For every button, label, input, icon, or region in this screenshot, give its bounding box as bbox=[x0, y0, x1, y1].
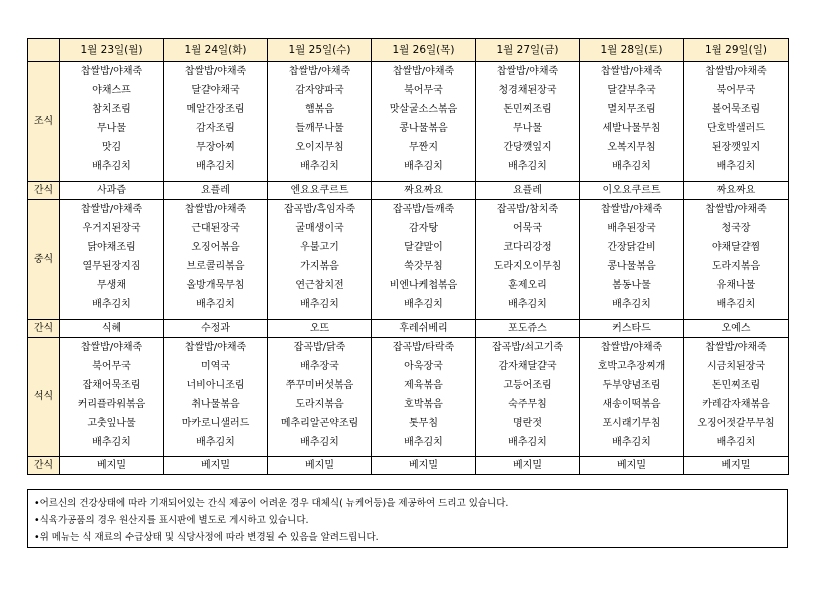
menu-item: 간당깻잎지 bbox=[503, 142, 552, 153]
menu-item: 잡곡밥/참치죽 bbox=[496, 204, 559, 215]
dinner-day-cell bbox=[268, 338, 372, 457]
menu-item: 달걀야채국 bbox=[191, 85, 240, 96]
menu-item: 달걀말이 bbox=[404, 242, 443, 253]
snack-cell: 베지밀 bbox=[580, 457, 684, 475]
menu-item: 찹쌀밥/야채죽 bbox=[80, 204, 143, 215]
snack-night-row bbox=[28, 457, 789, 475]
menu-item: 잡곡밥/들깨죽 bbox=[392, 204, 455, 215]
menu-item: 찹쌀밥/야채죽 bbox=[705, 342, 767, 353]
weekly-meal-table bbox=[27, 38, 789, 475]
snack-cell: 이오요쿠르트 bbox=[580, 182, 684, 200]
menu-item: 우거지된장국 bbox=[82, 223, 141, 234]
breakfast-row bbox=[28, 62, 789, 182]
menu-item: 호박볶음 bbox=[404, 399, 443, 410]
menu-item: 간장닭갈비 bbox=[607, 242, 656, 253]
menu-item: 코다리강정 bbox=[503, 242, 552, 253]
snack-cell: 커스타드 bbox=[580, 320, 684, 338]
menu-item: 도라지볶음 bbox=[295, 399, 344, 410]
menu-item: 취나물볶음 bbox=[191, 399, 240, 410]
date-header: 1월 29일(일) bbox=[684, 39, 789, 62]
menu-item: 청국장 bbox=[721, 223, 751, 234]
breakfast-day-cell bbox=[372, 62, 476, 182]
menu-item: 북어무국 bbox=[716, 85, 756, 96]
date-header-row bbox=[28, 39, 789, 62]
date-header: 1월 27일(금) bbox=[476, 39, 580, 62]
snack-cell: 포도쥬스 bbox=[476, 320, 580, 338]
menu-item: 굴매생이국 bbox=[295, 223, 344, 234]
menu-item: 감자채달걀국 bbox=[498, 361, 557, 372]
menu-item: 콩나물볶음 bbox=[399, 123, 448, 134]
menu-item: 맛김 bbox=[101, 142, 122, 153]
menu-item: 무나물 bbox=[513, 123, 542, 134]
menu-item: 새송이떡볶음 bbox=[602, 399, 661, 410]
menu-item: 어묵국 bbox=[513, 223, 542, 234]
menu-item: 볼어묵조림 bbox=[711, 104, 761, 115]
date-header: 1월 23일(월) bbox=[60, 39, 164, 62]
lunch-day-cell bbox=[684, 200, 789, 320]
menu-item: 된장깻잎지 bbox=[711, 142, 761, 153]
menu-item: 봄동나물 bbox=[612, 280, 651, 291]
lunch-day-cell bbox=[268, 200, 372, 320]
menu-item: 찹쌀밥/야채죽 bbox=[705, 66, 767, 77]
menu-item: 배추김치 bbox=[612, 299, 651, 310]
breakfast-day-cell bbox=[684, 62, 789, 182]
breakfast-day-cell bbox=[164, 62, 268, 182]
menu-item: 오이지무침 bbox=[295, 142, 344, 153]
menu-item: 배추김치 bbox=[508, 299, 547, 310]
lunch-day-cell bbox=[164, 200, 268, 320]
menu-item: 무생채 bbox=[97, 280, 126, 291]
menu-item: 오징어젓갈무무침 bbox=[697, 418, 775, 429]
menu-item: 오징어볶음 bbox=[191, 242, 240, 253]
lunch-row bbox=[28, 200, 789, 320]
snack-cell: 베지밀 bbox=[268, 457, 372, 475]
menu-item: 메추리알곤약조림 bbox=[280, 418, 359, 429]
menu-item: 포시래기무침 bbox=[602, 418, 661, 429]
menu-item: 세발나물무침 bbox=[602, 123, 661, 134]
menu-item: 찹쌀밥/야채죽 bbox=[705, 204, 767, 215]
snack-pm-label: 간식 bbox=[28, 320, 60, 338]
notes-box bbox=[27, 489, 788, 548]
menu-item: 쑥갓무침 bbox=[404, 261, 443, 272]
snack-cell: 짜요짜요 bbox=[372, 182, 476, 200]
menu-item: 배추김치 bbox=[92, 437, 131, 448]
menu-item: 고춧잎나물 bbox=[87, 418, 136, 429]
snack-cell: 베지밀 bbox=[684, 457, 789, 475]
menu-item: 연근참치전 bbox=[295, 280, 344, 291]
menu-item: 우불고기 bbox=[300, 242, 339, 253]
menu-item: 훈제오리 bbox=[508, 280, 547, 291]
menu-item: 무짠지 bbox=[409, 142, 438, 153]
menu-item: 마카로니샐러드 bbox=[181, 418, 250, 429]
breakfast-day-cell bbox=[580, 62, 684, 182]
menu-item: 찹쌀밥/야채죽 bbox=[288, 66, 351, 77]
snack-cell: 베지밀 bbox=[60, 457, 164, 475]
menu-item: 너비아니조림 bbox=[186, 380, 245, 391]
menu-item: 참치조림 bbox=[92, 104, 131, 115]
menu-item: 도라지볶음 bbox=[711, 261, 761, 272]
note-line: •식육가공품의 경우 원산지를 표시판에 별도로 게시하고 있습니다. bbox=[34, 515, 309, 526]
dinner-day-cell bbox=[684, 338, 789, 457]
snack-cell: 요플레 bbox=[164, 182, 268, 200]
menu-item: 배추김치 bbox=[612, 161, 651, 172]
menu-item: 브로콜리볶음 bbox=[186, 261, 245, 272]
menu-item: 찹쌀밥/야채죽 bbox=[80, 342, 143, 353]
menu-item: 찹쌀밥/야채죽 bbox=[392, 66, 455, 77]
menu-item: 맛살굴소스볶음 bbox=[389, 104, 458, 115]
menu-item: 아욱장국 bbox=[404, 361, 443, 372]
menu-item: 배추김치 bbox=[716, 161, 756, 172]
dinner-day-cell bbox=[164, 338, 268, 457]
menu-item: 톳무침 bbox=[409, 418, 438, 429]
snack-cell: 오뜨 bbox=[268, 320, 372, 338]
menu-item: 배추김치 bbox=[196, 299, 235, 310]
date-header: 1월 24일(화) bbox=[164, 39, 268, 62]
menu-item: 비엔나케첩볶음 bbox=[389, 280, 458, 291]
note-line: •위 메뉴는 식 재료의 수급상태 및 식당사정에 따라 변경될 수 있음을 알려드립니다. bbox=[34, 532, 379, 543]
lunch-day-cell bbox=[580, 200, 684, 320]
date-header: 1월 26일(목) bbox=[372, 39, 476, 62]
menu-item: 제육볶음 bbox=[404, 380, 443, 391]
snack-cell: 짜요짜요 bbox=[684, 182, 789, 200]
menu-item: 배추장국 bbox=[300, 361, 339, 372]
date-header: 1월 28일(토) bbox=[580, 39, 684, 62]
breakfast-day-cell bbox=[268, 62, 372, 182]
menu-item: 열무된장지짐 bbox=[82, 261, 141, 272]
menu-item: 배추김치 bbox=[300, 437, 339, 448]
menu-item: 콩나물볶음 bbox=[607, 261, 656, 272]
lunch-day-cell bbox=[60, 200, 164, 320]
menu-item: 감자조림 bbox=[196, 123, 235, 134]
breakfast-label: 조식 bbox=[28, 62, 60, 182]
menu-item: 잡곡밥/흑임자죽 bbox=[284, 204, 355, 215]
date-header: 1월 25일(수) bbox=[268, 39, 372, 62]
menu-item: 찹쌀밥/야채죽 bbox=[184, 66, 247, 77]
menu-item: 무장아찌 bbox=[196, 142, 235, 153]
menu-item: 배추김치 bbox=[300, 299, 339, 310]
snack-cell: 후레쉬베리 bbox=[372, 320, 476, 338]
menu-item: 감자양파국 bbox=[295, 85, 344, 96]
menu-item: 근대된장국 bbox=[191, 223, 240, 234]
menu-item: 야채스프 bbox=[92, 85, 131, 96]
menu-item: 배추김치 bbox=[92, 299, 131, 310]
menu-item: 오복지무침 bbox=[607, 142, 656, 153]
menu-item: 찹쌀밥/야채죽 bbox=[600, 66, 663, 77]
menu-item: 고등어조림 bbox=[503, 380, 552, 391]
menu-item: 가지볶음 bbox=[300, 261, 339, 272]
snack-cell: 수정과 bbox=[164, 320, 268, 338]
menu-item: 햄볶음 bbox=[305, 104, 334, 115]
menu-item: 유채나물 bbox=[716, 280, 756, 291]
menu-item: 달걀부추국 bbox=[607, 85, 656, 96]
menu-item: 돈민찌조림 bbox=[711, 380, 761, 391]
menu-item: 야채달걀찜 bbox=[711, 242, 761, 253]
menu-item: 배추된장국 bbox=[607, 223, 656, 234]
menu-item: 배추김치 bbox=[404, 299, 443, 310]
dinner-day-cell bbox=[580, 338, 684, 457]
menu-item: 배추김치 bbox=[508, 161, 547, 172]
menu-item: 단호박샐러드 bbox=[707, 123, 765, 134]
menu-item: 도라지오이무침 bbox=[493, 261, 562, 272]
snack-cell: 베지밀 bbox=[164, 457, 268, 475]
menu-item: 찹쌀밥/야채죽 bbox=[600, 342, 663, 353]
menu-item: 메알간장조림 bbox=[186, 104, 245, 115]
menu-item: 잡곡밥/쇠고기죽 bbox=[492, 342, 563, 353]
menu-item: 커리플라워볶음 bbox=[77, 399, 146, 410]
menu-item: 올방개묵무침 bbox=[186, 280, 245, 291]
menu-item: 돈민찌조림 bbox=[503, 104, 552, 115]
menu-item: 들깨무나물 bbox=[295, 123, 344, 134]
menu-item: 배추김치 bbox=[92, 161, 131, 172]
menu-item: 배추김치 bbox=[716, 299, 756, 310]
menu-item: 찹쌀밥/야채죽 bbox=[496, 66, 559, 77]
menu-item: 호박고추장찌개 bbox=[597, 361, 666, 372]
menu-item: 찹쌀밥/야채죽 bbox=[184, 204, 247, 215]
menu-item: 닭야채조림 bbox=[87, 242, 136, 253]
menu-item: 배추김치 bbox=[612, 437, 651, 448]
menu-item: 잡채어묵조림 bbox=[82, 380, 141, 391]
menu-item: 두부양념조림 bbox=[602, 380, 661, 391]
menu-item: 잡곡밥/닭죽 bbox=[293, 342, 346, 353]
menu-item: 멸치무조림 bbox=[607, 104, 656, 115]
menu-item: 배추김치 bbox=[508, 437, 547, 448]
menu-item: 배추김치 bbox=[404, 437, 443, 448]
menu-item: 카레감자채볶음 bbox=[702, 399, 770, 410]
snack-cell: 오예스 bbox=[684, 320, 789, 338]
snack-cell: 요플레 bbox=[476, 182, 580, 200]
menu-item: 시금치된장국 bbox=[707, 361, 765, 372]
snack-cell: 엔요요쿠르트 bbox=[268, 182, 372, 200]
snack-night-label: 간식 bbox=[28, 457, 60, 475]
menu-item: 배추김치 bbox=[196, 161, 235, 172]
snack-cell: 사과즙 bbox=[60, 182, 164, 200]
menu-item: 찹쌀밥/야채죽 bbox=[600, 204, 663, 215]
lunch-label: 중식 bbox=[28, 200, 60, 320]
snack-am-row bbox=[28, 182, 789, 200]
menu-item: 배추김치 bbox=[196, 437, 235, 448]
menu-item: 찹쌀밥/야채죽 bbox=[184, 342, 247, 353]
snack-am-label: 간식 bbox=[28, 182, 60, 200]
lunch-day-cell bbox=[372, 200, 476, 320]
menu-item: 배추김치 bbox=[716, 437, 756, 448]
note-line: •어르신의 건강상태에 따라 기재되어있는 간식 제공이 어려운 경우 대체식( 뉴케어등)을 제공하여 드리고 있습니다. bbox=[34, 498, 509, 509]
menu-item: 북어무국 bbox=[404, 85, 443, 96]
dinner-label: 석식 bbox=[28, 338, 60, 457]
menu-item: 숙주무침 bbox=[508, 399, 547, 410]
header-corner bbox=[28, 39, 60, 62]
dinner-day-cell bbox=[372, 338, 476, 457]
menu-item: 미역국 bbox=[201, 361, 230, 372]
menu-item: 청경채된장국 bbox=[498, 85, 557, 96]
breakfast-day-cell bbox=[60, 62, 164, 182]
menu-item: 배추김치 bbox=[300, 161, 339, 172]
snack-cell: 베지밀 bbox=[372, 457, 476, 475]
menu-item: 잡곡밥/타락죽 bbox=[392, 342, 455, 353]
menu-item: 쭈꾸미버섯볶음 bbox=[285, 380, 354, 391]
dinner-day-cell bbox=[60, 338, 164, 457]
snack-pm-row bbox=[28, 320, 789, 338]
snack-cell: 베지밀 bbox=[476, 457, 580, 475]
breakfast-day-cell bbox=[476, 62, 580, 182]
dinner-row bbox=[28, 338, 789, 457]
menu-item: 감자탕 bbox=[409, 223, 438, 234]
menu-item: 무나물 bbox=[97, 123, 126, 134]
menu-item: 찹쌀밥/야채죽 bbox=[80, 66, 143, 77]
menu-item: 북어무국 bbox=[92, 361, 131, 372]
lunch-day-cell bbox=[476, 200, 580, 320]
menu-item: 명란젓 bbox=[513, 418, 542, 429]
snack-cell: 식혜 bbox=[60, 320, 164, 338]
dinner-day-cell bbox=[476, 338, 580, 457]
menu-item: 배추김치 bbox=[404, 161, 443, 172]
